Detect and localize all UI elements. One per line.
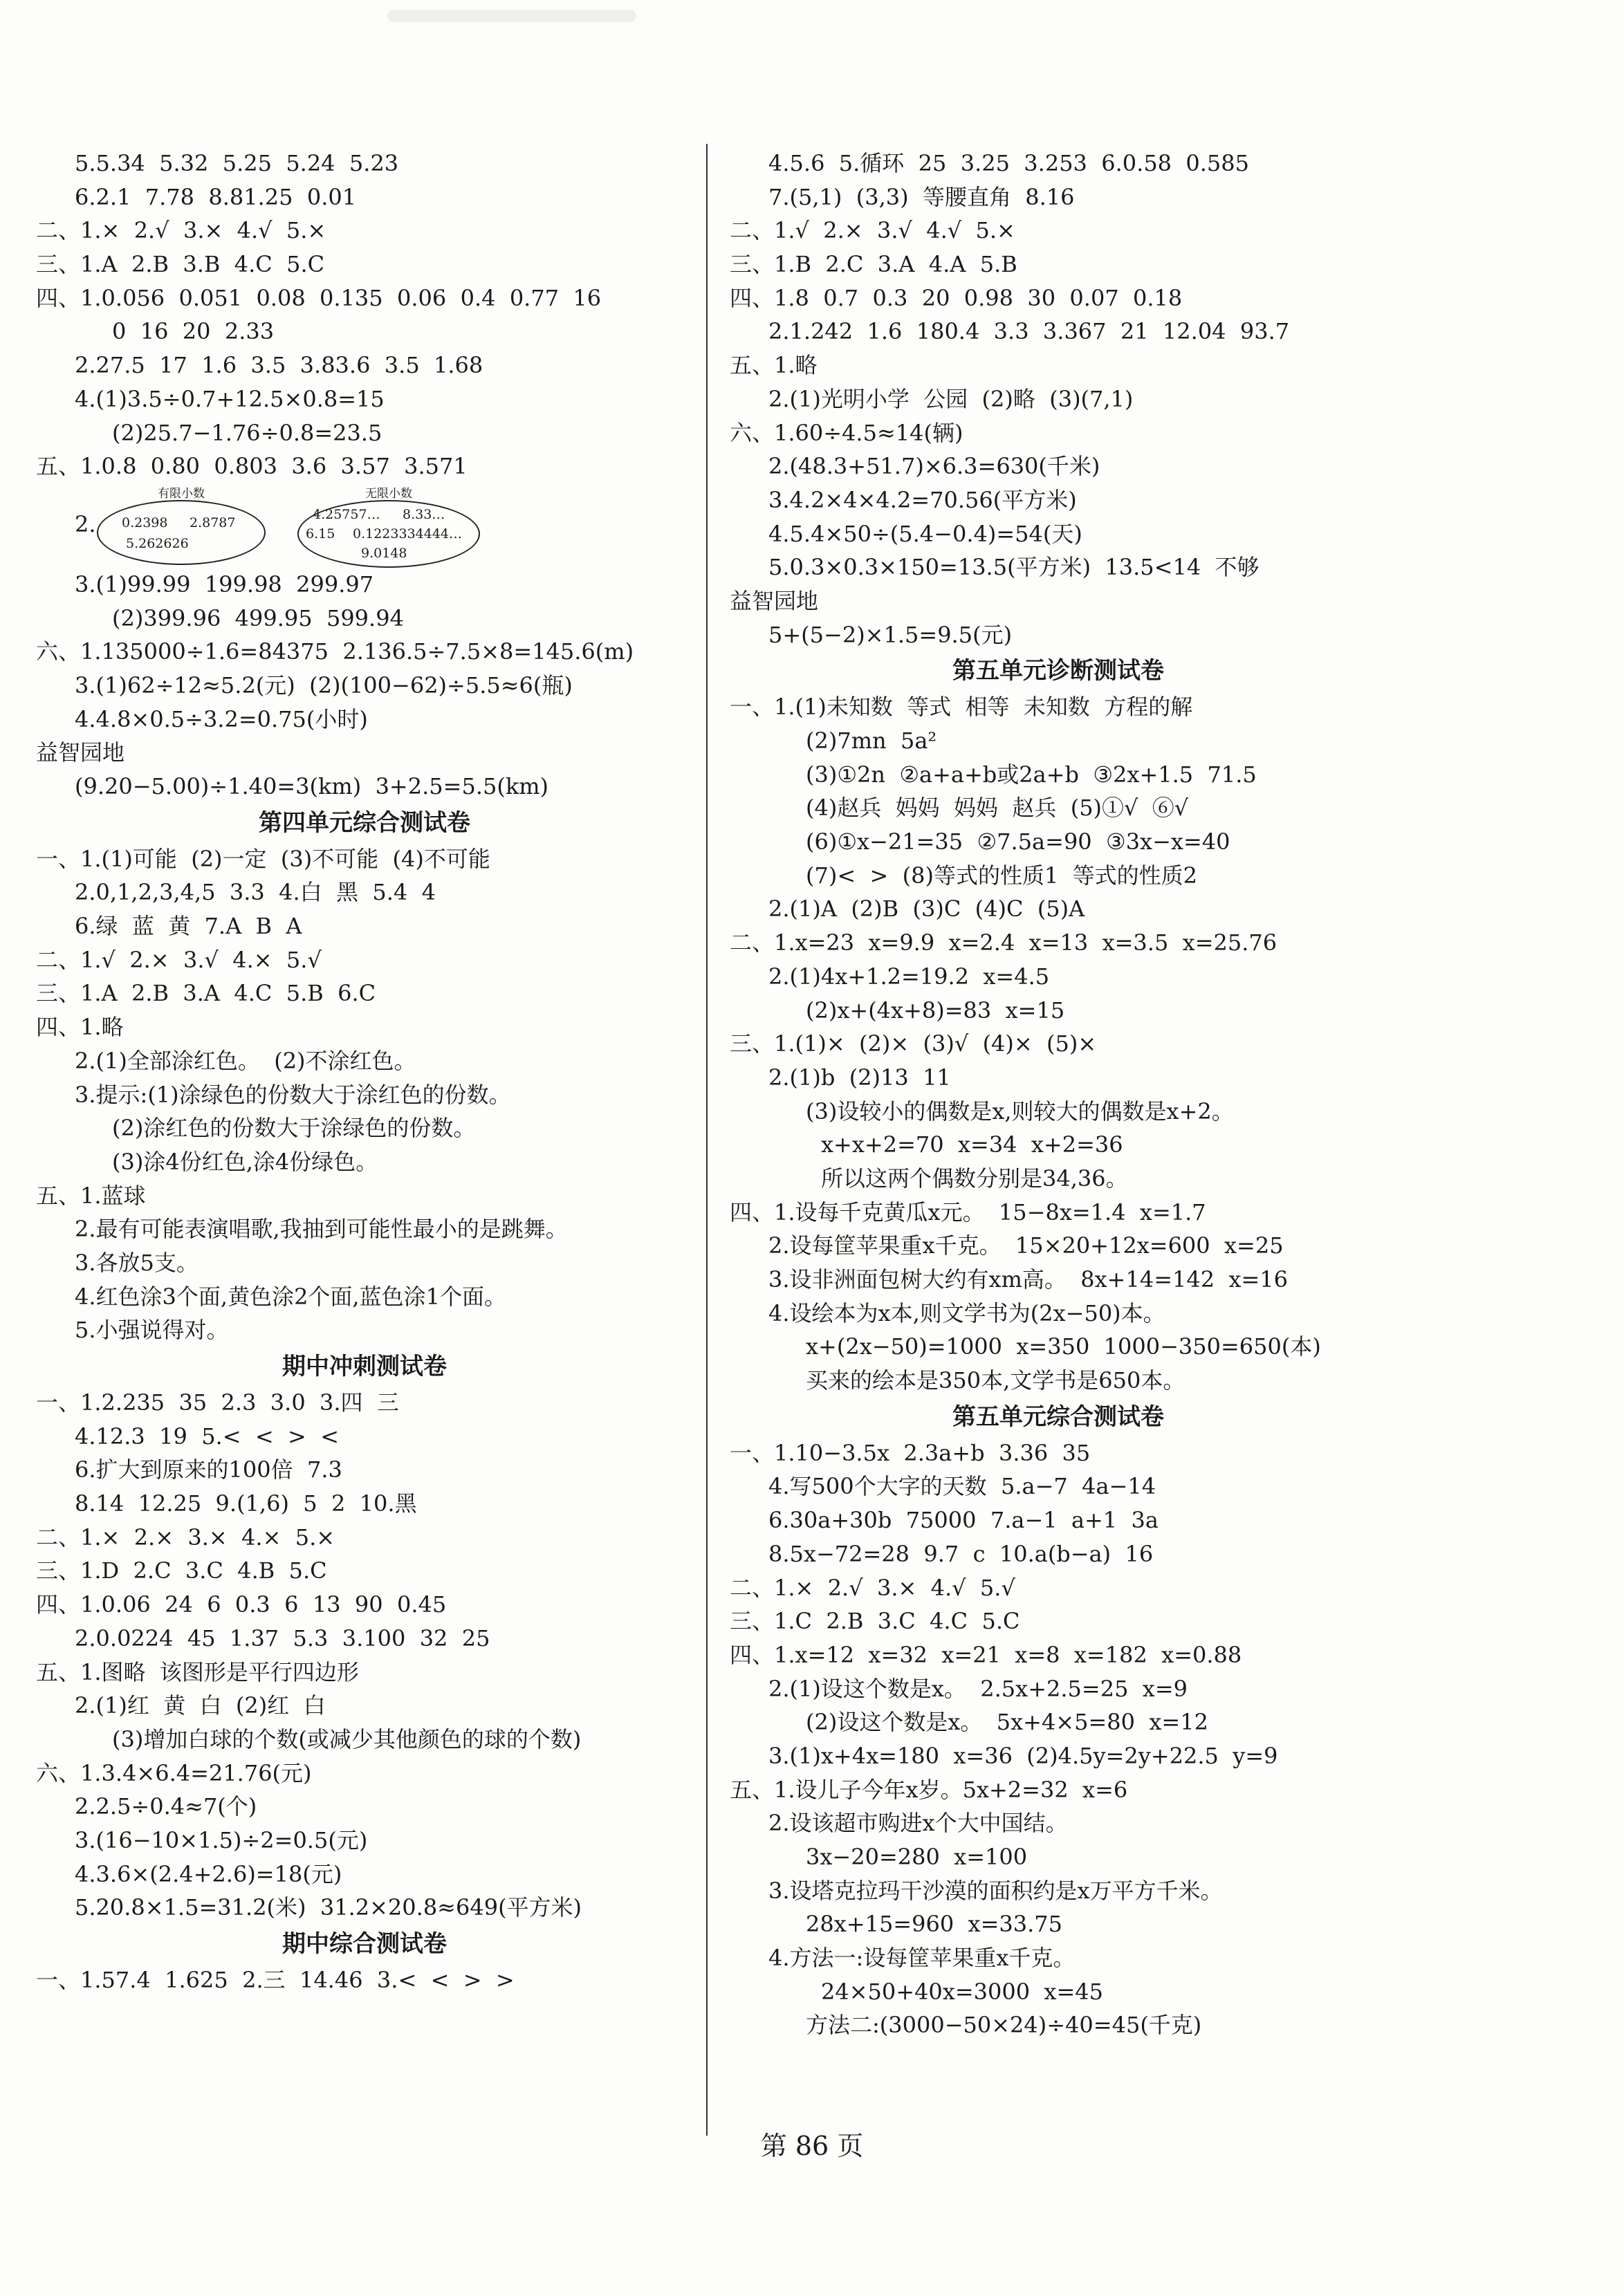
column-divider — [706, 144, 708, 2136]
answer-line: (2)涂红色的份数大于涂绿色的份数。 — [112, 1115, 476, 1142]
answer-line: x+x+2=70 x=34 x+2=36 — [821, 1131, 1123, 1158]
answer-line: (3)设较小的偶数是x,则较大的偶数是x+2。 — [806, 1098, 1234, 1124]
answer-line: 四、1.设每千克黄瓜x元。 15−8x=1.4 x=1.7 — [730, 1198, 1206, 1225]
answer-line: 五、1.图略 该图形是平行四边形 — [36, 1658, 359, 1685]
answer-line: 益智园地 — [730, 587, 819, 614]
left-block-d — [36, 1386, 693, 1925]
answer-line: 二、1.× 2.√ 3.× 4.√ 5.× — [36, 217, 326, 244]
answer-line: (4)赵兵 妈妈 妈妈 赵兵 (5)①√ ⑥√ — [806, 795, 1189, 822]
decimal-classification-ovals — [36, 483, 693, 568]
section-heading: 期中冲刺测试卷 — [282, 1353, 447, 1380]
answer-line: 4.写500个大字的天数 5.a−7 4a−14 — [768, 1473, 1156, 1500]
answer-line: 二、1.× 2.× 3.× 4.× 5.× — [36, 1524, 335, 1550]
answer-line: 2.(48.3+51.7)×6.3=630(千米) — [768, 453, 1100, 480]
answer-line: 2.2.5÷0.4≈7(个) — [75, 1793, 257, 1820]
answer-line: 三、1.A 2.B 3.B 4.C 5.C — [36, 251, 325, 278]
answer-line: 3.(1)99.99 199.98 299.97 — [75, 571, 374, 598]
answer-line: 2.0.0224 45 1.37 5.3 3.100 32 25 — [75, 1624, 490, 1651]
answer-line: (6)①x−21=35 ②7.5a=90 ③3x−x=40 — [806, 828, 1230, 855]
answer-line: 二、1.x=23 x=9.9 x=2.4 x=13 x=3.5 x=25.76 — [730, 929, 1277, 956]
infinite-item: 4.25757… — [313, 506, 380, 522]
answer-line: 2.1.242 1.6 180.4 3.3 3.367 21 12.04 93.7 — [768, 318, 1290, 345]
answer-line: 3.(16−10×1.5)÷2=0.5(元) — [75, 1826, 368, 1853]
answer-line: 4.12.3 19 5.< < > < — [75, 1423, 339, 1450]
answer-line: 2.(1)红 黄 白 (2)红 白 — [75, 1692, 326, 1719]
answer-line: 四、1.略 — [36, 1014, 124, 1041]
answer-line: 一、1.(1)可能 (2)一定 (3)不可能 (4)不可能 — [36, 845, 490, 872]
answer-line: 4.红色涂3个面,黄色涂2个面,蓝色涂1个面。 — [75, 1283, 506, 1310]
answer-line: (3)涂4份红色,涂4份绿色。 — [112, 1148, 378, 1175]
answer-line: 3.(1)62÷12≈5.2(元) (2)(100−62)÷5.5≈6(瓶) — [75, 672, 573, 698]
section-heading: 第五单元诊断测试卷 — [952, 657, 1164, 685]
finite-item: 5.262626 — [126, 535, 189, 551]
answer-line: 2.27.5 17 1.6 3.5 3.83.6 3.5 1.68 — [75, 352, 483, 379]
answer-line: 6.绿 蓝 黄 7.A B A — [75, 913, 302, 940]
answer-line: 四、1.0.06 24 6 0.3 6 13 90 0.45 — [36, 1591, 447, 1618]
answer-line: 5.20.8×1.5=31.2(米) 31.2×20.8≈649(平方米) — [75, 1894, 582, 1921]
answer-line: (2)设这个数是x。 5x+4×5=80 x=12 — [806, 1709, 1208, 1736]
answer-line: 四、1.8 0.7 0.3 20 0.98 30 0.07 0.18 — [730, 284, 1183, 311]
answer-line: 2.(1)设这个数是x。 2.5x+2.5=25 x=9 — [768, 1675, 1188, 1702]
answer-line: 2.(1)4x+1.2=19.2 x=4.5 — [768, 963, 1050, 990]
answer-line: 3.提示:(1)涂绿色的份数大于涂红色的份数。 — [75, 1081, 511, 1108]
answer-line: 5+(5−2)×1.5=9.5(元) — [768, 621, 1013, 648]
answer-line: 六、1.3.4×6.4=21.76(元) — [36, 1759, 312, 1786]
answer-line: 一、1.10−3.5x 2.3a+b 3.36 35 — [730, 1439, 1091, 1466]
answer-line: 方法二:(3000−50×24)÷40=45(千克) — [806, 2012, 1202, 2039]
left-block-b — [36, 568, 693, 804]
left-block-c — [36, 842, 693, 1347]
page-number: 第 86 页 — [760, 2131, 864, 2161]
answer-line: 3.设塔克拉玛干沙漠的面积约是x万平方千米。 — [768, 1877, 1223, 1904]
answer-line: 2.设该超市购进x个大中国结。 — [768, 1810, 1068, 1837]
answer-line: 五、1.设儿子今年x岁。5x+2=32 x=6 — [730, 1776, 1128, 1803]
answer-line: (2)399.96 499.95 599.94 — [112, 604, 404, 631]
infinite-decimal-oval — [297, 486, 480, 568]
answer-line: 0 16 20 2.33 — [112, 318, 275, 345]
right-block-a — [730, 147, 1387, 651]
answer-line: (3)①2n ②a+a+b或2a+b ③2x+1.5 71.5 — [806, 761, 1257, 788]
answer-line: 2.(1)A (2)B (3)C (4)C (5)A — [768, 896, 1085, 923]
answer-line: 3x−20=280 x=100 — [806, 1844, 1028, 1870]
infinite-item: 9.0148 — [361, 545, 407, 561]
answer-line: 四、1.0.056 0.051 0.08 0.135 0.06 0.4 0.77 16 — [36, 284, 602, 311]
answer-line: 三、1.(1)× (2)× (3)√ (4)× (5)× — [730, 1030, 1097, 1057]
answer-line: (2)7mn 5a² — [806, 728, 937, 754]
answer-line: 五、1.蓝球 — [36, 1182, 146, 1209]
answer-line: 四、1.x=12 x=32 x=21 x=8 x=182 x=0.88 — [730, 1641, 1242, 1668]
answer-line: 4.设绘本为x本,则文学书为(2x−50)本。 — [768, 1299, 1165, 1326]
answer-line: 三、1.A 2.B 3.A 4.C 5.B 6.C — [36, 980, 376, 1007]
answer-line: 4.方法一:设每筐苹果重x千克。 — [768, 1945, 1076, 1972]
answer-line: (3)增加白球的个数(或减少其他颜色的球的个数) — [112, 1725, 582, 1752]
answer-line: 4.4.8×0.5÷3.2=0.75(小时) — [75, 705, 368, 732]
answer-line: 买来的绘本是350本,文学书是650本。 — [806, 1367, 1185, 1394]
finite-caption: 有限小数 — [158, 486, 205, 501]
infinite-item: 0.1223334444… — [353, 526, 463, 541]
answer-line: 五、1.略 — [730, 352, 818, 379]
answer-line: 六、1.135000÷1.6=84375 2.136.5÷7.5×8=145.6(m) — [36, 638, 634, 665]
section-heading: 第四单元综合测试卷 — [259, 808, 470, 837]
answer-line: 5.0.3×0.3×150=13.5(平方米) 13.5<14 不够 — [768, 554, 1259, 581]
answer-line: 2.(1)b (2)13 11 — [768, 1064, 951, 1091]
answer-line: (2)x+(4x+8)=83 x=15 — [806, 997, 1065, 1024]
answer-line: 8.5x−72=28 9.7 c 10.a(b−a) 16 — [768, 1540, 1154, 1567]
answer-line: (7)< > (8)等式的性质1 等式的性质2 — [806, 862, 1198, 889]
section-heading: 期中综合测试卷 — [282, 1930, 447, 1958]
answer-line: 所以这两个偶数分别是34,36。 — [821, 1165, 1128, 1192]
finite-decimal-oval — [97, 486, 266, 565]
answer-line: 3.4.2×4×4.2=70.56(平方米) — [768, 486, 1077, 513]
answer-line: 2.0,1,2,3,4,5 3.3 4.白 黑 5.4 4 — [75, 879, 436, 906]
answer-line: 2.(1)全部涂红色。 (2)不涂红色。 — [75, 1047, 416, 1074]
answer-line: 2.设每筐苹果重x千克。 15×20+12x=600 x=25 — [768, 1232, 1284, 1259]
answer-line: 3.设非洲面包树大约有xm高。 8x+14=142 x=16 — [768, 1266, 1289, 1293]
right-block-b — [730, 690, 1387, 1397]
answer-line: 28x+15=960 x=33.75 — [806, 1911, 1062, 1938]
left-block-a — [36, 147, 693, 483]
answer-line: 一、1.57.4 1.625 2.三 14.46 3.< < > > — [36, 1967, 515, 1993]
answer-line: 4.3.6×(2.4+2.6)=18(元) — [75, 1860, 342, 1887]
finite-item: 0.2398 — [122, 515, 168, 530]
answer-line: 7.(5,1) (3,3) 等腰直角 8.16 — [768, 183, 1075, 210]
answer-line: 三、1.B 2.C 3.A 4.A 5.B — [730, 251, 1017, 278]
answer-line: 8.14 12.25 9.(1,6) 5 2 10.黑 — [75, 1490, 417, 1517]
right-column — [730, 147, 1387, 2042]
answer-line: 4.5.4×50÷(5.4−0.4)=54(天) — [768, 520, 1082, 547]
answer-line: 二、1.× 2.√ 3.× 4.√ 5.√ — [730, 1574, 1015, 1601]
answer-line: 6.扩大到原来的100倍 7.3 — [75, 1456, 342, 1483]
finite-item: 2.8787 — [190, 515, 236, 530]
answer-line: 6.30a+30b 75000 7.a−1 a+1 3a — [768, 1507, 1159, 1534]
infinite-caption: 无限小数 — [365, 486, 412, 501]
answer-line: 二、1.√ 2.× 3.√ 4.√ 5.× — [730, 217, 1015, 244]
answer-line: 5.小强说得对。 — [75, 1317, 229, 1344]
answer-line: (2)25.7−1.76÷0.8=23.5 — [112, 419, 382, 446]
answer-line: 2.最有可能表演唱歌,我抽到可能性最小的是跳舞。 — [75, 1216, 568, 1243]
answer-line: 3.(1)x+4x=180 x=36 (2)4.5y=2y+22.5 y=9 — [768, 1742, 1278, 1769]
answer-line: 三、1.D 2.C 3.C 4.B 5.C — [36, 1557, 327, 1584]
answer-line: 五、1.0.8 0.80 0.803 3.6 3.57 3.571 — [36, 453, 468, 480]
ovals-label: 2. — [75, 510, 96, 537]
answer-line: 2.(1)光明小学 公园 (2)略 (3)(7,1) — [768, 385, 1134, 412]
answer-line: 24×50+40x=3000 x=45 — [821, 1978, 1103, 2005]
right-block-c — [730, 1436, 1387, 2042]
left-block-e — [36, 1963, 693, 1997]
answer-line: (9.20−5.00)÷1.40=3(km) 3+2.5=5.5(km) — [75, 773, 549, 799]
answer-line: 二、1.√ 2.× 3.√ 4.× 5.√ — [36, 946, 322, 973]
infinite-item: 6.15 — [306, 526, 335, 541]
answer-line: 3.各放5支。 — [75, 1249, 199, 1276]
section-heading: 第五单元综合测试卷 — [952, 1402, 1164, 1431]
answer-line: 5.5.34 5.32 5.25 5.24 5.23 — [75, 150, 399, 176]
answer-line: 4.(1)3.5÷0.7+12.5×0.8=15 — [75, 385, 385, 412]
answer-line: 4.5.6 5.循环 25 3.25 3.253 6.0.58 0.585 — [768, 150, 1249, 176]
left-column — [36, 147, 693, 1997]
answer-line: 一、1.2.235 35 2.3 3.0 3.四 三 — [36, 1389, 399, 1416]
answer-line: 6.2.1 7.78 8.81.25 0.01 — [75, 183, 357, 210]
answer-line: 益智园地 — [36, 739, 125, 766]
answer-line: 三、1.C 2.B 3.C 4.C 5.C — [730, 1608, 1020, 1635]
answer-line: 一、1.(1)未知数 等式 相等 未知数 方程的解 — [730, 694, 1193, 721]
infinite-item: 8.33… — [403, 506, 445, 522]
answer-line: x+(2x−50)=1000 x=350 1000−350=650(本) — [806, 1333, 1321, 1360]
scan-smudge — [387, 10, 636, 22]
answer-line: 六、1.60÷4.5≈14(辆) — [730, 419, 963, 446]
